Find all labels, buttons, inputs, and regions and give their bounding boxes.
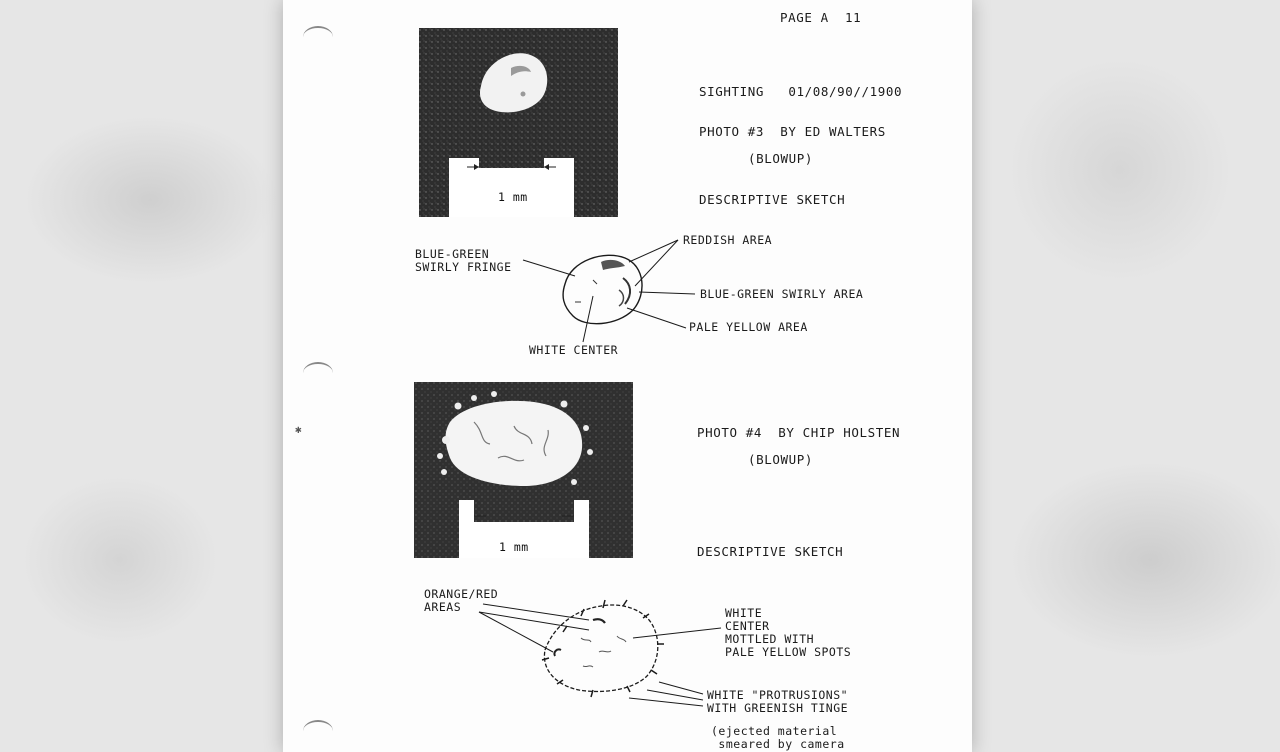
- document-page: [283, 0, 972, 752]
- label-reddish-area: REDDISH AREA: [683, 233, 773, 247]
- label-white-protrusions: WHITE "PROTRUSIONS" WITH GREENISH TINGE: [707, 688, 849, 715]
- label-orange-red-areas: ORANGE/RED AREAS: [424, 587, 499, 614]
- label-ejected-material: (ejected material smeared by camera: [711, 724, 845, 751]
- photo-3-title: PHOTO #3 BY ED WALTERS: [699, 124, 886, 139]
- photo-4-sketch-heading: DESCRIPTIVE SKETCH: [697, 544, 844, 559]
- photo-4-scale-label: 1 mm: [499, 540, 529, 554]
- photo-3-scale-label: 1 mm: [498, 190, 528, 204]
- page-number: PAGE A 11: [780, 10, 862, 25]
- margin-mark: ✱: [295, 423, 302, 436]
- photo-3-sketch-heading: DESCRIPTIVE SKETCH: [699, 192, 846, 207]
- photo-4-leader-lines: [283, 0, 972, 752]
- photo-4-title: PHOTO #4 BY CHIP HOLSTEN: [697, 425, 901, 440]
- label-pale-yellow-area: PALE YELLOW AREA: [689, 320, 808, 334]
- photo-3-subtitle: (BLOWUP): [748, 151, 814, 166]
- sighting-line: SIGHTING 01/08/90//1900: [699, 84, 903, 99]
- label-white-center: WHITE CENTER: [529, 343, 619, 357]
- photo-4-subtitle: (BLOWUP): [748, 452, 814, 467]
- label-white-center-mottled: WHITE CENTER MOTTLED WITH PALE YELLOW SPOTS: [725, 606, 852, 659]
- label-blue-green-fringe: BLUE-GREEN SWIRLY FRINGE: [415, 247, 512, 274]
- label-blue-green-swirly-area: BLUE-GREEN SWIRLY AREA: [700, 287, 864, 301]
